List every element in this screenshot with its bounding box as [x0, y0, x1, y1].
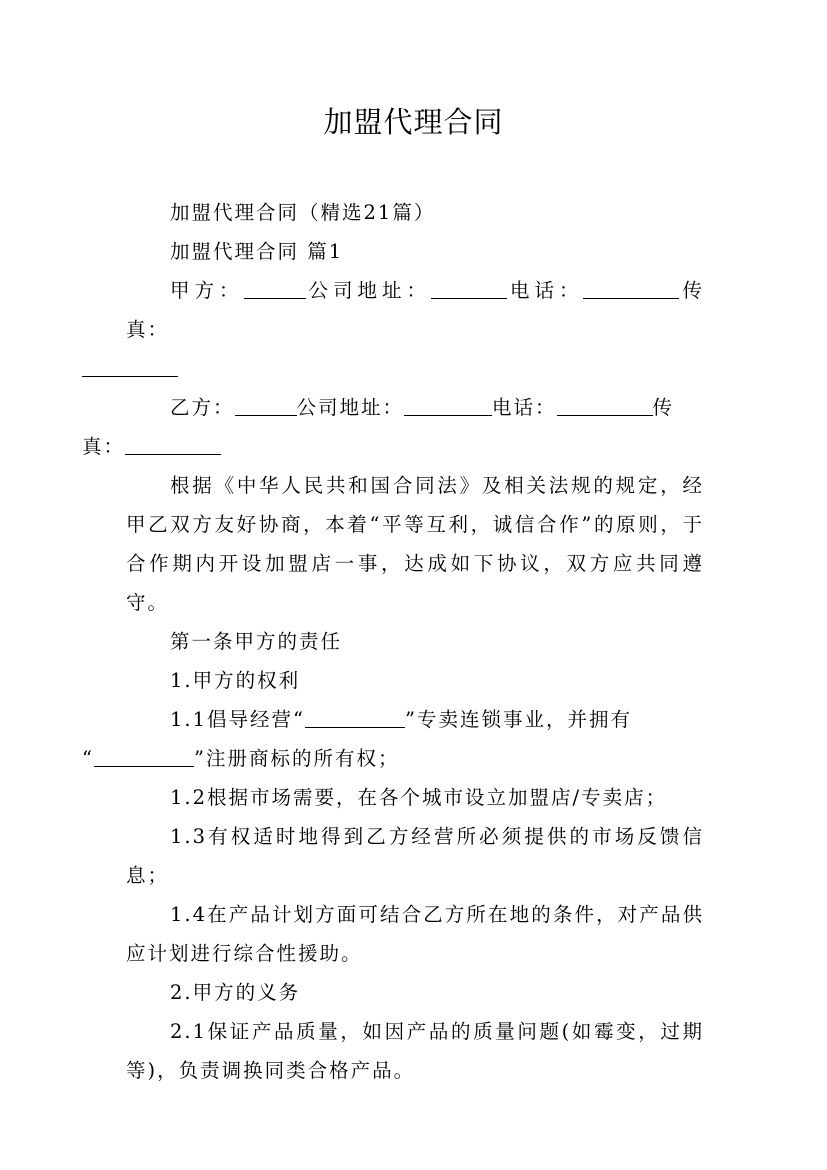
party-b-fax-blank [125, 434, 221, 455]
party-a-name-blank [244, 278, 306, 299]
item-1-1-part-d: ”注册商标的所有权； [193, 747, 400, 770]
heading-2: 2.甲方的义务 [170, 981, 301, 1004]
item-1-1 [82, 700, 704, 778]
party-a-line [126, 271, 704, 388]
party-a-label: 甲方： [170, 279, 244, 302]
party-b-name-blank [235, 395, 297, 416]
intro-paragraph: 根据《中华人民共和国合同法》及相关法规的规定，经甲乙双方友好协商，本着“平等互利，诚信合作”的原则，于合作期内开设加盟店一事，达成如下协议，双方应共同遵守。 [126, 474, 704, 614]
party-a-address-label: 公司地址： [305, 279, 431, 302]
party-b-fax-label-1: 传 [652, 396, 675, 419]
heading-1: 1.甲方的权利 [170, 669, 301, 692]
party-b-phone-blank [557, 395, 653, 416]
party-b-fax-label-2: 真： [82, 435, 126, 458]
article-1-heading: 第一条甲方的责任 [170, 630, 343, 653]
item-1-1-part-b: ”专卖连锁事业，并拥有 [404, 708, 632, 731]
item-1-1-part-a: 1.1倡导经营“ [170, 708, 305, 731]
party-a-fax-label: 传真： [126, 279, 704, 341]
party-a-address-blank [431, 278, 507, 299]
party-b-line [82, 388, 704, 466]
document-body [82, 193, 704, 1090]
item-1-3: 1.3有权适时地得到乙方经营所必须提供的市场反馈信息； [126, 825, 704, 887]
party-b-label: 乙方： [170, 396, 235, 419]
party-a-fax-blank [82, 356, 178, 377]
item-1-1-part-c: “ [82, 747, 94, 770]
item-1-1-blank-1 [305, 707, 405, 728]
party-a-phone-label: 电话： [506, 279, 584, 302]
item-1-1-blank-2 [94, 746, 194, 767]
party-b-phone-label: 电话： [492, 396, 557, 419]
party-b-address-label: 公司地址： [296, 396, 405, 419]
party-a-phone-blank [583, 278, 679, 299]
party-b-address-blank [404, 395, 492, 416]
section-title: 加盟代理合同 篇1 [170, 240, 344, 263]
subtitle: 加盟代理合同（精选21篇） [170, 201, 436, 224]
document-title: 加盟代理合同 [323, 105, 504, 139]
item-1-4: 1.4在产品计划方面可结合乙方所在地的条件，对产品供应计划进行综合性援助。 [126, 903, 704, 965]
item-2-1: 2.1保证产品质量，如因产品的质量问题(如霉变，过期等)，负责调换同类合格产品。 [126, 1020, 704, 1082]
item-1-2: 1.2根据市场需要，在各个城市设立加盟店/专卖店； [170, 786, 668, 809]
